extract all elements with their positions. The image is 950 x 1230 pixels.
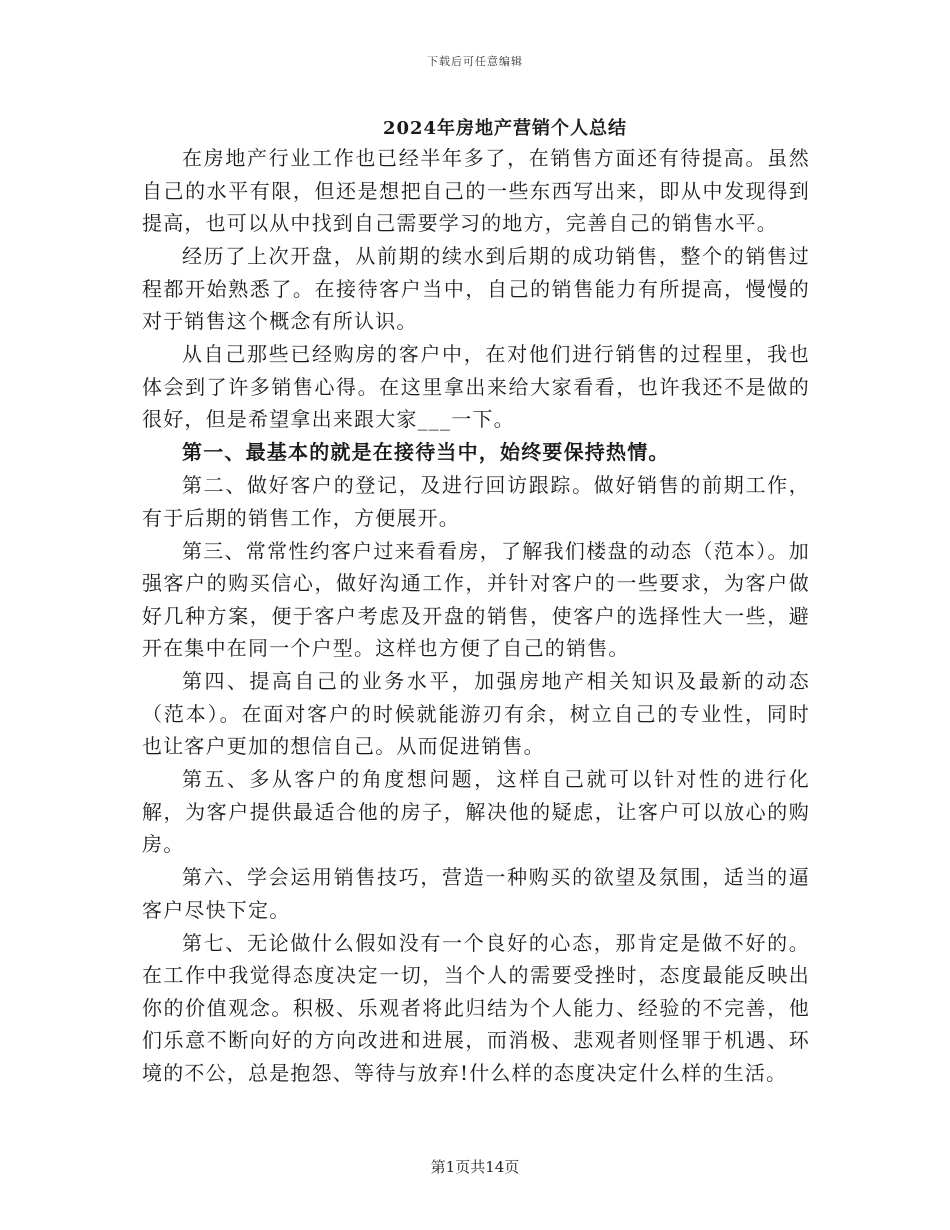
document-body [142, 142, 810, 1090]
page-number: 第1页共14页 [430, 1158, 520, 1176]
paragraph-point-7: 第七、无论做什么假如没有一个良好的心态，那肯定是做不好的。在工作中我觉得态度决定一切，当个人的需要受挫时，态度最能反映出你的价值观念。积极、乐观者将此归结为个人能力、经验的不完善，他们乐意不断向好的方向改进和进展，而消极、悲观者则怪罪于机遇、环境的不公，总是抱怨、等待与放弃!什么样的态度决定什么样的生活。 [142, 930, 810, 1085]
document-title: 2024年房地产营销个人总结 [382, 118, 628, 139]
header-note: 下载后可任意编辑 [427, 55, 523, 68]
paragraph-point-1: 第一、最基本的就是在接待当中，始终要保持热情。 [182, 440, 670, 464]
paragraph-point-3: 第三、常常性约客户过来看看房，了解我们楼盘的动态（范本）。加强客户的购买信心，做好沟通工作，并针对客户的一些要求，为客户做好几种方案，便于客户考虑及开盘的销售，使客户的选择性大一些，避开在集中在同一个户型。这样也方便了自己的销售。 [142, 538, 810, 660]
paragraph-experience: 经历了上次开盘，从前期的续水到后期的成功销售，整个的销售过程都开始熟悉了。在接待客户当中，自己的销售能力有所提高，慢慢的对于销售这个概念有所认识。 [142, 244, 810, 333]
paragraph-point-5: 第五、多从客户的角度想问题，这样自己就可以针对性的进行化解，为客户提供最适合他的房子，解决他的疑虑，让客户可以放心的购房。 [142, 767, 810, 856]
paragraph-point-4: 第四、提高自己的业务水平，加强房地产相关知识及最新的动态（范本）。在面对客户的时候就能游刃有余，树立自己的专业性，同时也让客户更加的想信自己。从而促进销售。 [142, 669, 810, 758]
paragraph-insights: 从自己那些已经购房的客户中，在对他们进行销售的过程里，我也体会到了许多销售心得。在这里拿出来给大家看看，也许我还不是做的很好，但是希望拿出来跟大家___一下。 [142, 342, 810, 431]
paragraph-point-6: 第六、学会运用销售技巧，营造一种购买的欲望及氛围，适当的逼客户尽快下定。 [142, 865, 810, 922]
paragraph-point-2: 第二、做好客户的登记，及进行回访跟踪。做好销售的前期工作，有于后期的销售工作，方便展开。 [142, 473, 810, 530]
paragraph-intro: 在房地产行业工作也已经半年多了，在销售方面还有待提高。虽然自己的水平有限，但还是想把自己的一些东西写出来，即从中发现得到提高，也可以从中找到自己需要学习的地方，完善自己的销售水平。 [142, 146, 810, 235]
